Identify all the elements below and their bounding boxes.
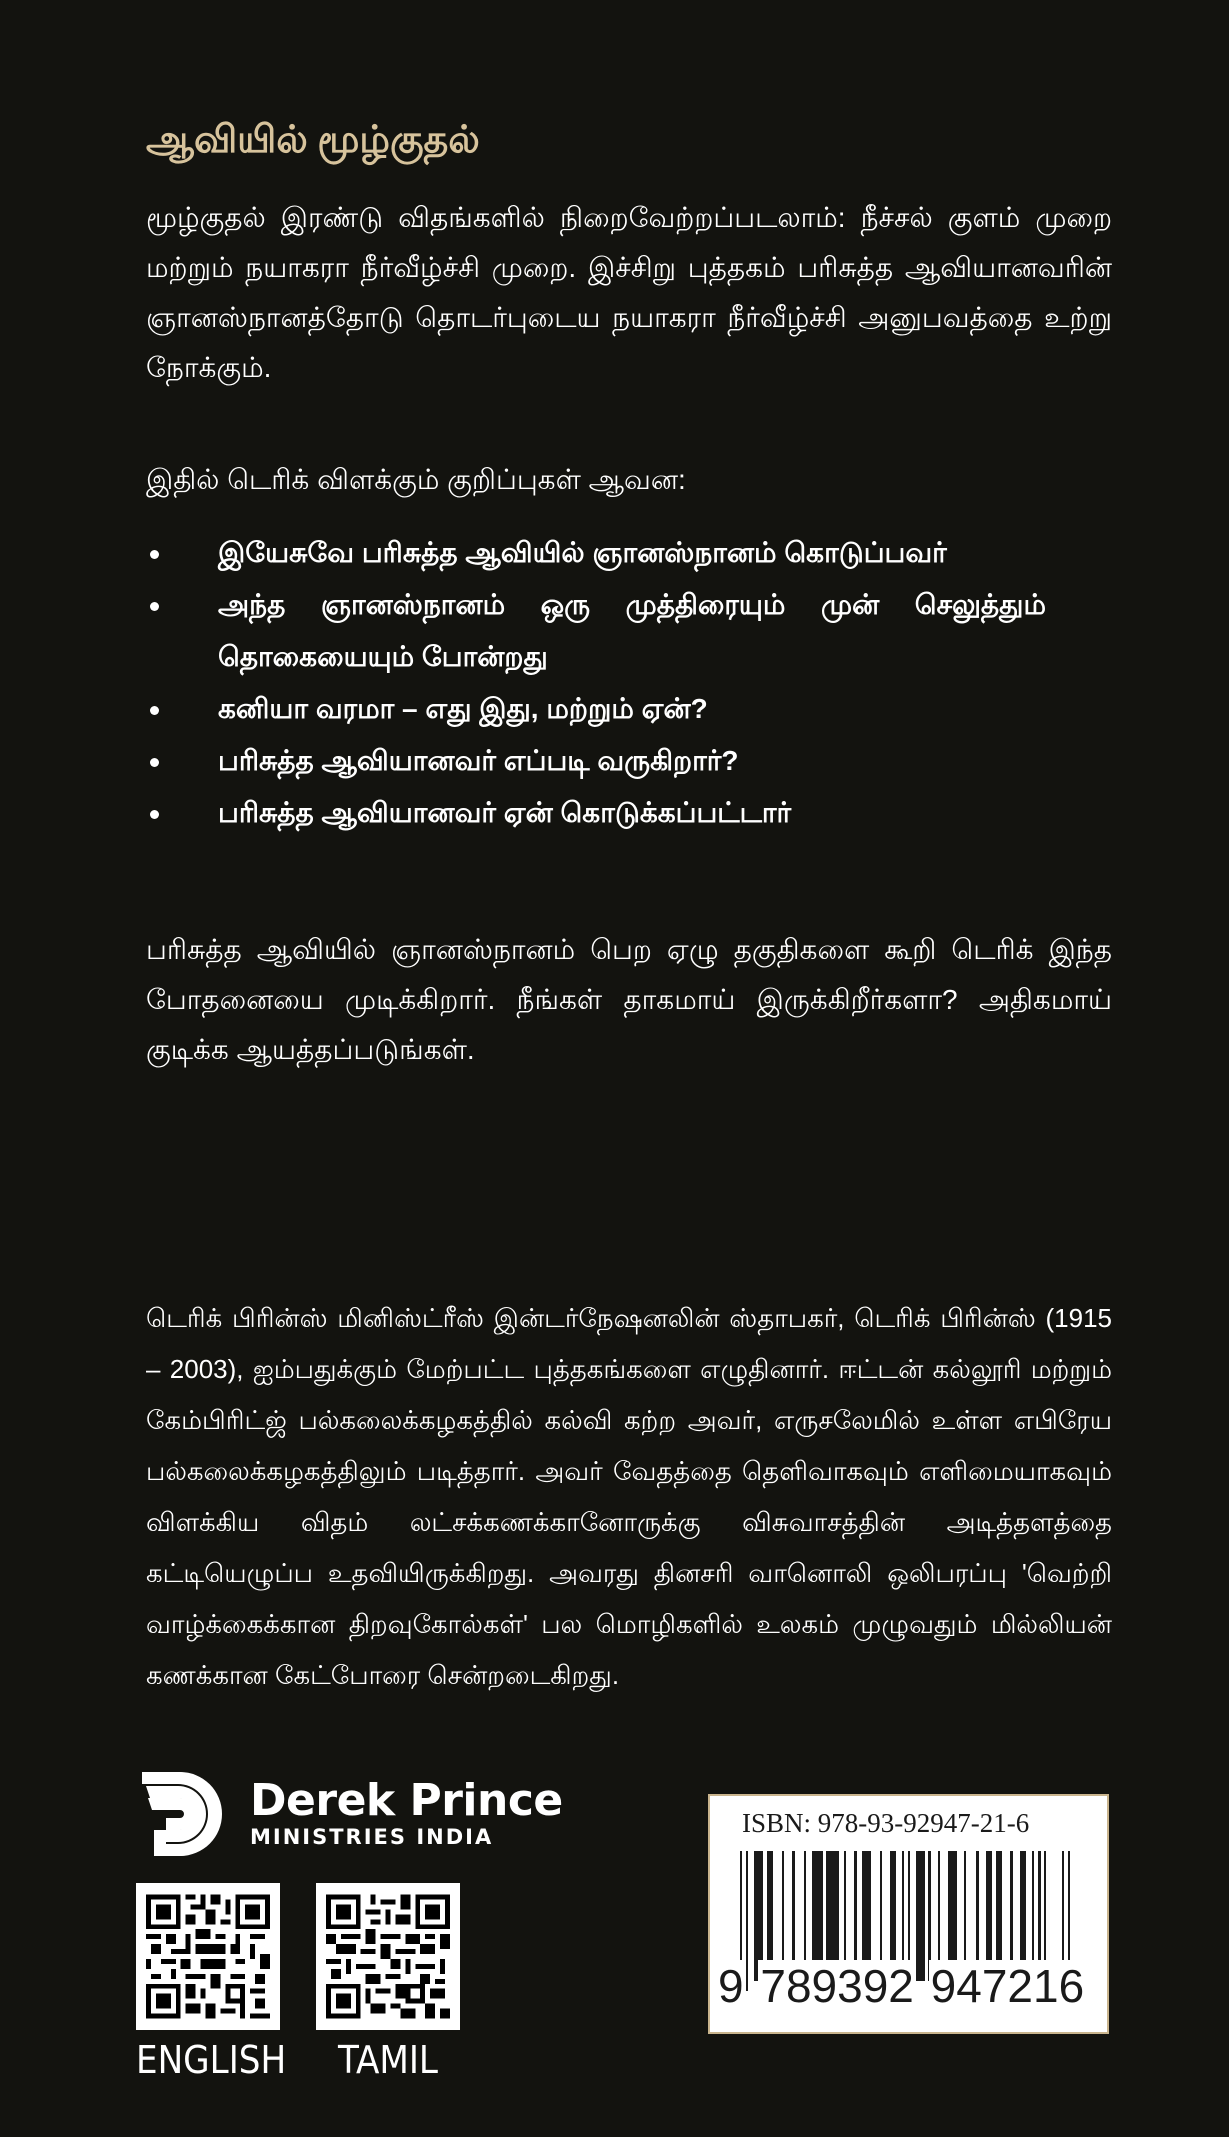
list-item: இயேசுவே பரிசுத்த ஆவியில் ஞானஸ்நானம் கொடுப்பவர்: [146, 527, 1046, 579]
bullet-icon: [150, 550, 159, 559]
bullet-icon: [150, 602, 159, 611]
list-item: கனியா வரமா – எது இது, மற்றும் ஏன்?: [146, 683, 1046, 735]
qr-label-english: ENGLISH: [136, 2038, 287, 2082]
qr-code-icon: [326, 1893, 450, 2020]
publisher-name: Derek Prince: [250, 1775, 563, 1826]
qr-code-tamil[interactable]: [316, 1883, 460, 2030]
list-item: பரிசுத்த ஆவியானவர் ஏன் கொடுக்கப்பட்டார்: [146, 787, 1046, 839]
qr-label-tamil: TAMIL: [338, 2038, 438, 2082]
publisher-logo: [140, 1770, 563, 1858]
bullet-icon: [150, 810, 159, 819]
list-item: பரிசுத்த ஆவியானவர் எப்படி வருகிறார்?: [146, 735, 1046, 787]
points-list: [146, 527, 1046, 839]
qr-code-english[interactable]: [136, 1883, 280, 2030]
dp-logo-icon: [140, 1770, 222, 1858]
barcode-digits: 9 789392 947216: [718, 1960, 1085, 2012]
intro-paragraph: மூழ்குதல் இரண்டு விதங்களில் நிறைவேற்றப்படலாம்: நீச்சல் குளம் முறை மற்றும் நயாகரா நீர்வீழ்ச்சி முறை. இச்சிறு புத்தகம் பரிசுத்த ஆவியானவரின் ஞானஸ்நானத்தோடு தொடர்புடைய நயாகரா நீர்வீழ்ச்சி அனுபவத்தை உற்று நோக்கும்.: [146, 202, 1112, 383]
author-bio: டெரிக் பிரின்ஸ் மினிஸ்ட்ரீஸ் இன்டர்நேஷனலின் ஸ்தாபகர், டெரிக் பிரின்ஸ் (1915 – 2003), ஐம்பதுக்கும் மேற்பட்ட புத்தகங்களை எழுதினார். ஈட்டன் கல்லூரி மற்றும் கேம்பிரிட்ஜ் பல்கலைக்கழகத்தில் கல்வி கற்ற அவர், எருசலேமில் உள்ள எபிரேய பல்கலைக்கழகத்திலும் படித்தார். அவர் வேதத்தை தெளிவாகவும் எளிமையாகவும் விளக்கிய விதம் லட்சக்கணக்கானோருக்கு விசுவாசத்தின் அடித்தளத்தை கட்டியெழுப்ப உதவியிருக்கிறது. அவரது தினசரி வானொலி ஒலிபரப்பு 'வெற்றி வாழ்க்கைக்கான திறவுகோல்கள்' பல மொழிகளில் உலகம் முழுவதும் மில்லியன் கணக்கான கேட்போரை சென்றடைகிறது.: [146, 1303, 1112, 1690]
publisher-subtitle: MINISTRIES INDIA: [250, 1825, 494, 1849]
bullet-icon: [150, 758, 159, 767]
isbn-barcode: [708, 1794, 1109, 2034]
isbn-label: ISBN: 978-93-92947-21-6: [742, 1808, 1030, 1838]
qr-code-icon: [146, 1893, 270, 2020]
list-item: அந்த ஞானஸ்நானம் ஒரு முத்திரையும் முன் செலுத்தும் தொகையையும் போன்றது: [146, 579, 1046, 683]
points-lead: இதில் டெரிக் விளக்கும் குறிப்புகள் ஆவன:: [146, 464, 686, 495]
summary-paragraph: பரிசுத்த ஆவியில் ஞானஸ்நானம் பெற ஏழு தகுதிகளை கூறி டெரிக் இந்த போதனையை முடிக்கிறார். நீங்கள் தாகமாய் இருக்கிறீர்களா? அதிகமாய் குடிக்க ஆயத்தப்படுங்கள்.: [146, 934, 1112, 1065]
bullet-icon: [150, 706, 159, 715]
book-title: ஆவியில் மூழ்குதல்: [146, 119, 480, 161]
